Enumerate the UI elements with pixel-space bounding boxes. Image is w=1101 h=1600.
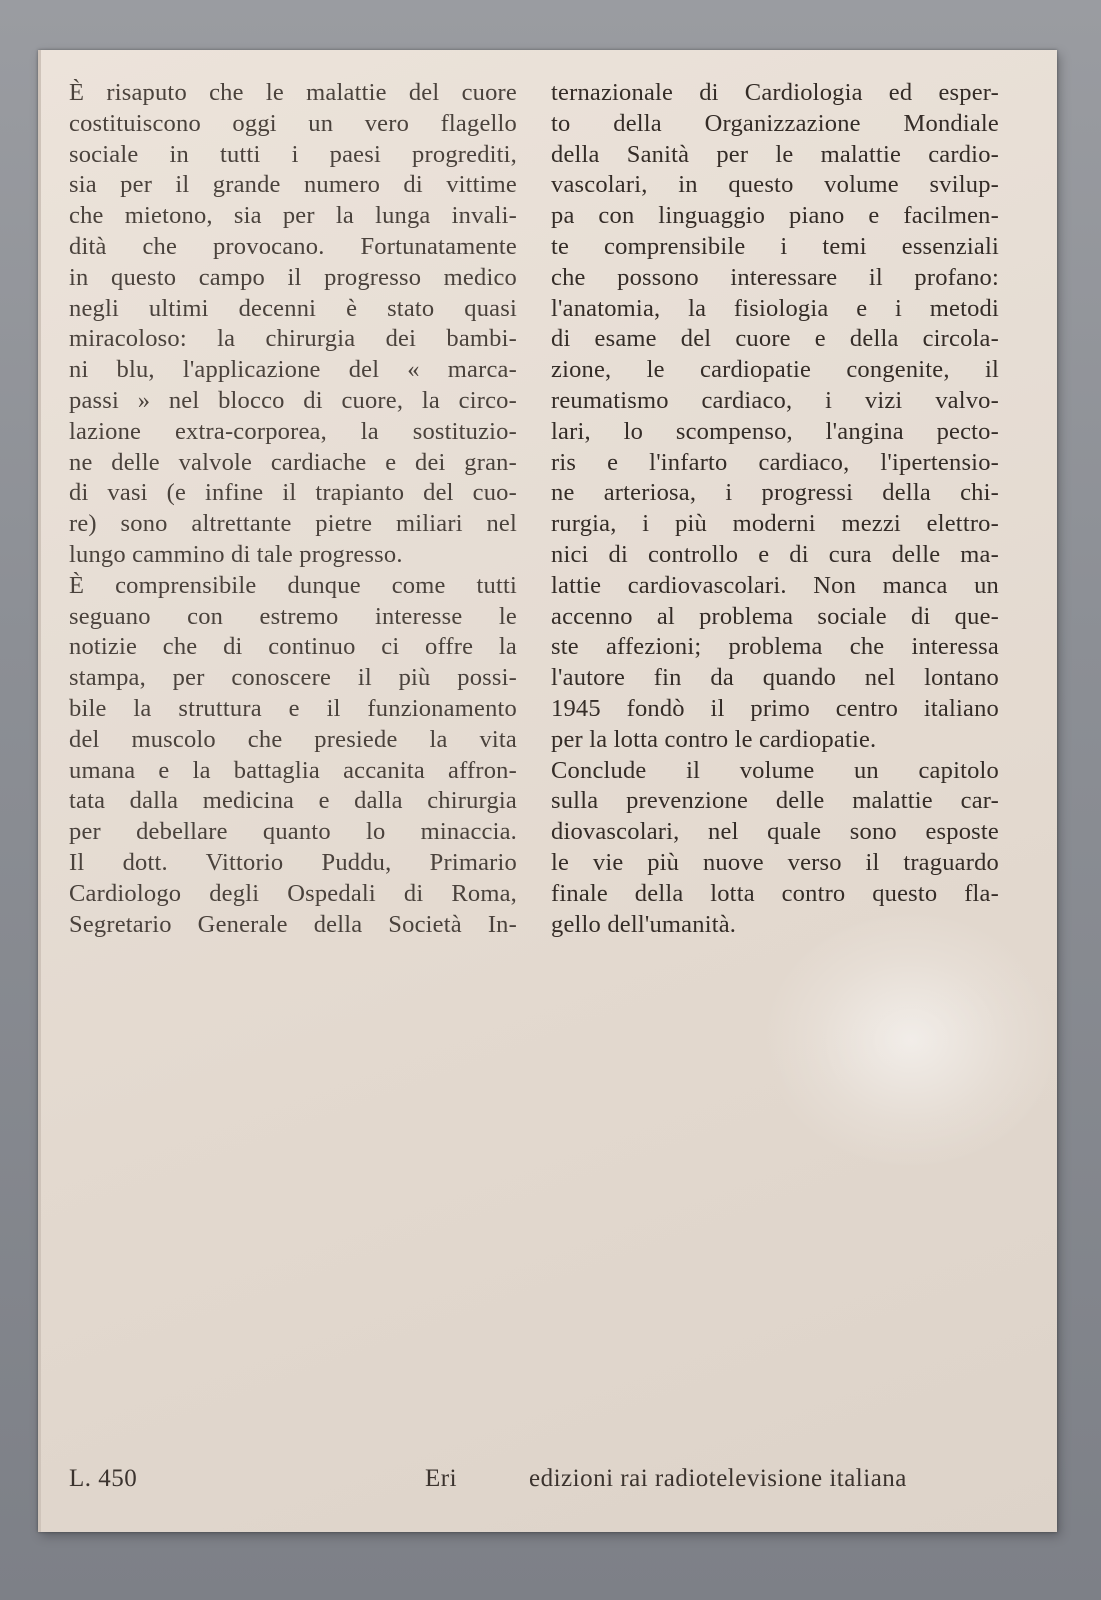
blurb-line: seguano con estremo interesse le <box>69 602 517 630</box>
book-back-cover <box>38 50 1057 1532</box>
blurb-line: gello dell'umanità. <box>551 910 737 938</box>
blurb-line: È risaputo che le malattie del cuore <box>69 79 517 106</box>
blurb-line: ternazionale di Cardiologia ed esper- <box>551 79 999 106</box>
blurb-line: l'autore fin da quando nel lontano <box>551 664 999 692</box>
blurb-line: zione, le cardiopatie congenite, il <box>551 356 999 384</box>
blurb-line: passi » nel blocco di cuore, la circo- <box>69 386 517 414</box>
blurb-line: umana e la battaglia accanita affron- <box>69 756 517 784</box>
plastic-glare <box>761 910 1057 1170</box>
blurb-line: che possono interessare il profano: <box>551 263 999 291</box>
blurb-line: pa con linguaggio piano e facilmen- <box>551 202 999 230</box>
blurb-line: Segretario Generale della Società In- <box>69 910 517 938</box>
blurb-line: ne arteriosa, i progressi della chi- <box>551 479 999 507</box>
blurb-line: lari, lo scompenso, l'angina pecto- <box>551 417 999 445</box>
blurb-line: della Sanità per le malattie cardio- <box>551 140 999 168</box>
blurb-line: ni blu, l'applicazione del « marca- <box>69 356 517 384</box>
blurb-line: lungo cammino di tale progresso. <box>69 540 403 568</box>
blurb-line: sulla prevenzione delle malattie car- <box>551 787 999 815</box>
blurb-line: accenno al problema sociale di que- <box>551 602 999 630</box>
blurb-line: rurgia, i più moderni mezzi elettro- <box>551 510 999 538</box>
blurb-line: dità che provocano. Fortunatamente <box>69 232 517 260</box>
price-label: L. 450 <box>69 1465 138 1492</box>
blurb-column-right <box>551 78 999 940</box>
blurb-line: di esame del cuore e della circola- <box>551 325 999 353</box>
blurb-line: te comprensibile i temi essenziali <box>551 232 999 260</box>
blurb-line: del muscolo che presiede la vita <box>69 725 517 753</box>
blurb-line: negli ultimi decenni è stato quasi <box>69 294 517 322</box>
blurb-column-left <box>69 78 517 940</box>
blurb-line: lazione extra-corporea, la sostituzio- <box>69 417 517 445</box>
blurb-line: che mietono, sia per la lunga invali- <box>69 202 517 230</box>
publisher-name: edizioni rai radiotelevisione italiana <box>529 1465 907 1492</box>
blurb-line: miracoloso: la chirurgia dei bambi- <box>69 325 517 353</box>
blurb-line: reumatismo cardiaco, i vizi valvo- <box>551 386 999 414</box>
blurb-line: in questo campo il progresso medico <box>69 263 517 291</box>
blurb-line: finale della lotta contro questo fla- <box>551 879 999 907</box>
cover-footer <box>69 1465 999 1501</box>
blurb-line: È comprensibile dunque come tutti <box>69 571 517 599</box>
blurb-line: di vasi (e infine il trapianto del cuo- <box>69 479 517 507</box>
publisher-logo: Eri <box>425 1465 458 1492</box>
blurb-line: diovascolari, nel quale sono esposte <box>551 818 999 846</box>
blurb-line: sociale in tutti i paesi progrediti, <box>69 140 517 168</box>
blurb-line: Cardiologo degli Ospedali di Roma, <box>69 879 517 907</box>
blurb-line: vascolari, in questo volume svilup- <box>551 171 999 199</box>
blurb-line: stampa, per conoscere il più possi- <box>69 664 517 692</box>
blurb-line: ne delle valvole cardiache e dei gran- <box>69 448 517 476</box>
blurb-line: le vie più nuove verso il traguardo <box>551 848 999 876</box>
blurb-line: ste affezioni; problema che interessa <box>551 633 999 661</box>
blurb-line: re) sono altrettante pietre miliari nel <box>69 510 517 538</box>
blurb-line: 1945 fondò il primo centro italiano <box>551 694 999 722</box>
blurb-line: l'anatomia, la fisiologia e i metodi <box>551 294 999 322</box>
blurb-line: bile la struttura e il funzionamento <box>69 694 517 722</box>
blurb-line: to della Organizzazione Mondiale <box>551 109 999 137</box>
blurb-line: per debellare quanto lo minaccia. <box>69 818 517 846</box>
blurb-line: nici di controllo e di cura delle ma- <box>551 540 999 568</box>
blurb-line: per la lotta contro le cardiopatie. <box>551 725 877 753</box>
blurb-line: Conclude il volume un capitolo <box>551 756 999 784</box>
blurb-line: lattie cardiovascolari. Non manca un <box>551 571 999 599</box>
blurb-line: Il dott. Vittorio Puddu, Primario <box>69 848 517 876</box>
blurb-line: tata dalla medicina e dalla chirurgia <box>69 787 517 815</box>
blurb-line: sia per il grande numero di vittime <box>69 171 517 199</box>
blurb-line: costituiscono oggi un vero flagello <box>69 109 517 137</box>
blurb-line: ris e l'infarto cardiaco, l'ipertensio- <box>551 448 999 476</box>
blurb-line: notizie che di continuo ci offre la <box>69 633 517 661</box>
